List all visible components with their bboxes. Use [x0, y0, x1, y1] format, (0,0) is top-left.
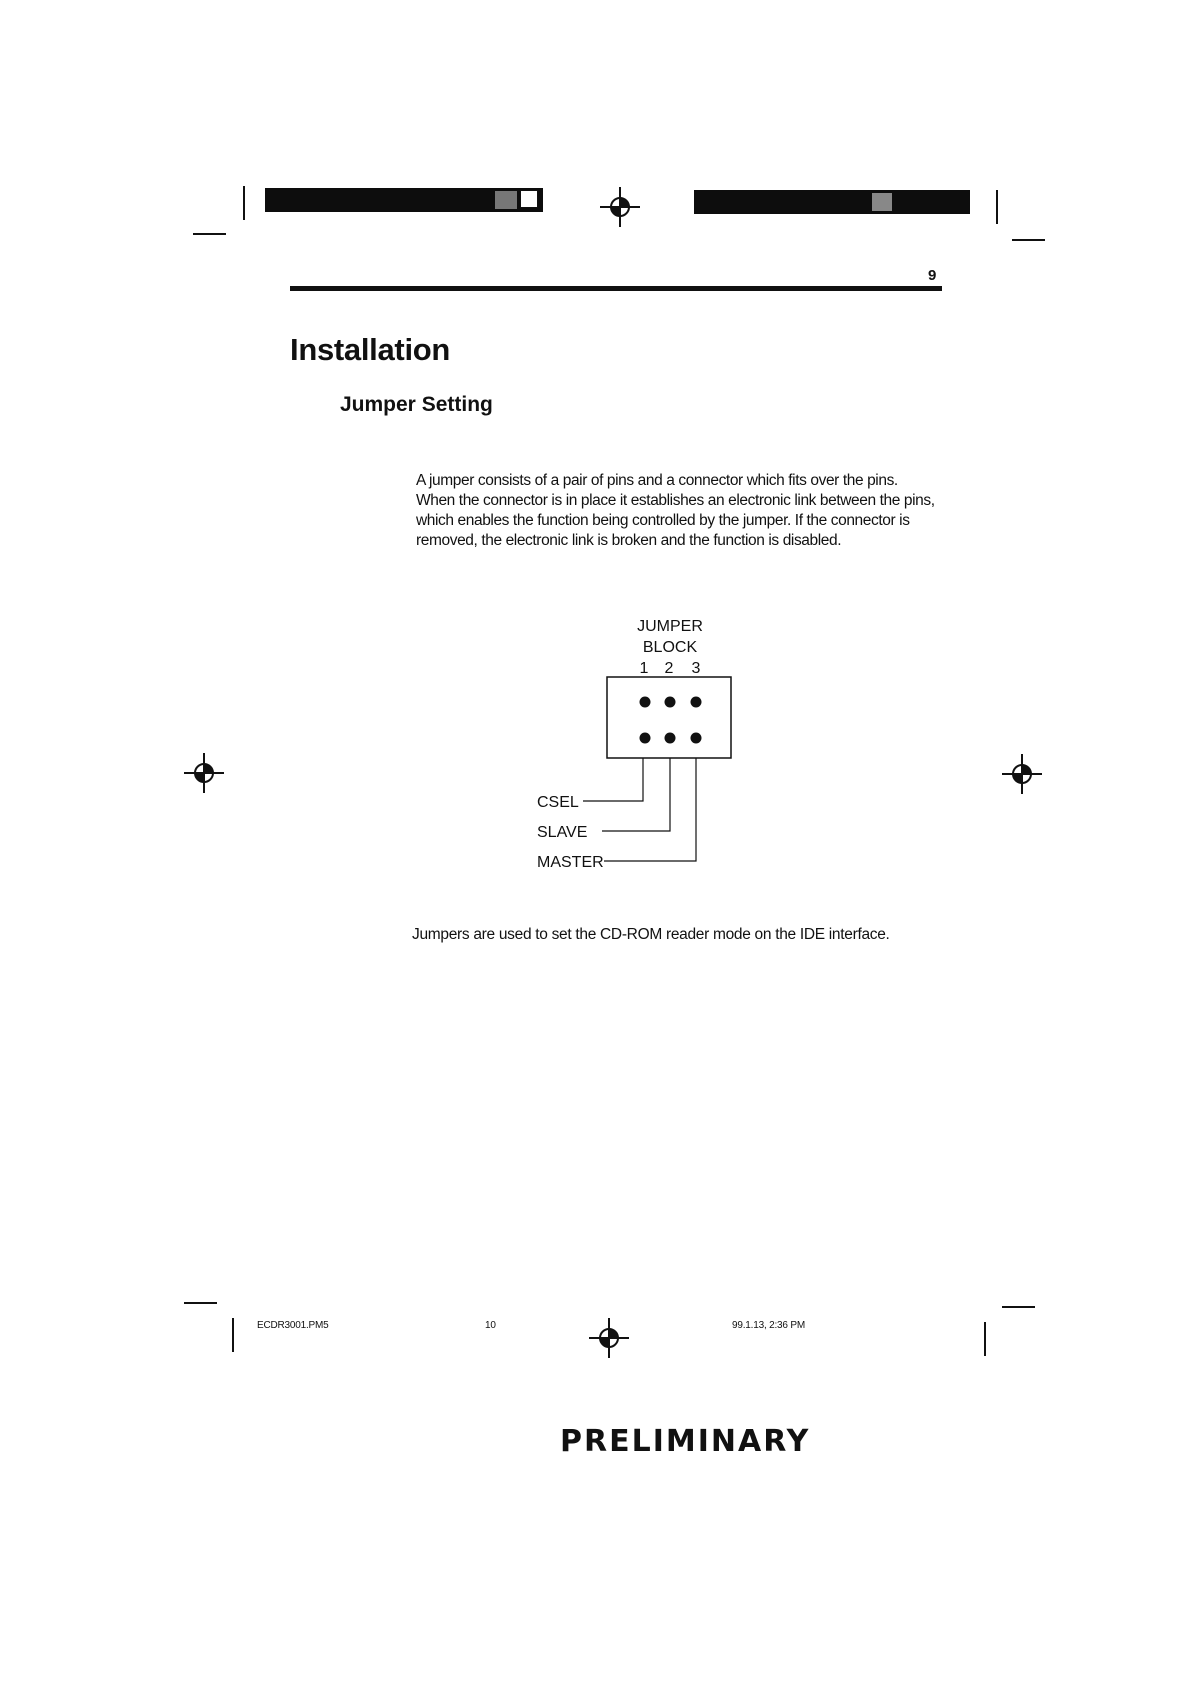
crop-mark	[996, 190, 998, 224]
header-rule	[290, 286, 942, 291]
intro-paragraph: A jumper consists of a pair of pins and a connector which fits over the pins. When the connector is in place it establishes an electronic link between the pins, which enables the function being controlled by the jumper. If the connector is removed, the electronic link is broken and the function is disabled.	[416, 472, 935, 549]
setting-label-slave: SLAVE	[537, 824, 588, 841]
pin	[640, 697, 651, 708]
registration-mark-icon	[589, 1318, 629, 1358]
subsection-title: Jumper Setting	[340, 393, 493, 416]
csel-lead	[583, 758, 643, 801]
crop-mark	[184, 1302, 217, 1304]
registration-bar-right	[694, 190, 970, 214]
preliminary-stamp: PRELIMINARY	[560, 1424, 811, 1459]
pin	[665, 697, 676, 708]
pin-label: 3	[691, 660, 701, 677]
crop-mark	[232, 1318, 234, 1352]
pin-label: 1	[639, 660, 649, 677]
jumper-block-diagram	[520, 612, 760, 882]
section-title: Installation	[290, 332, 451, 367]
footer-date: 99.1.13, 2:36 PM	[732, 1320, 805, 1331]
crop-mark	[1012, 239, 1045, 241]
pin	[640, 733, 651, 744]
crop-mark	[243, 186, 245, 220]
diagram-title-line1: JUMPER	[637, 618, 703, 635]
registration-mark-icon	[1002, 754, 1042, 794]
pin	[665, 733, 676, 744]
pin	[691, 733, 702, 744]
setting-label-master: MASTER	[537, 854, 604, 871]
setting-label-csel: CSEL	[537, 794, 579, 811]
registration-mark-icon	[184, 753, 224, 793]
jumper-block-outline	[607, 677, 731, 758]
slave-lead	[602, 758, 670, 831]
registration-bar-left	[265, 188, 543, 212]
master-lead	[604, 758, 696, 861]
footer-file-name: ECDR3001.PM5	[257, 1320, 329, 1331]
caption: Jumpers are used to set the CD-ROM reader mode on the IDE interface.	[412, 926, 890, 943]
crop-mark	[1002, 1306, 1035, 1308]
diagram-title-line2: BLOCK	[642, 639, 698, 656]
crop-mark	[984, 1322, 986, 1356]
footer-page-number: 10	[485, 1320, 496, 1331]
page-number: 9	[928, 267, 937, 284]
pin-label: 2	[664, 660, 674, 677]
registration-mark-icon	[600, 187, 640, 227]
pin	[691, 697, 702, 708]
crop-mark	[193, 233, 226, 235]
